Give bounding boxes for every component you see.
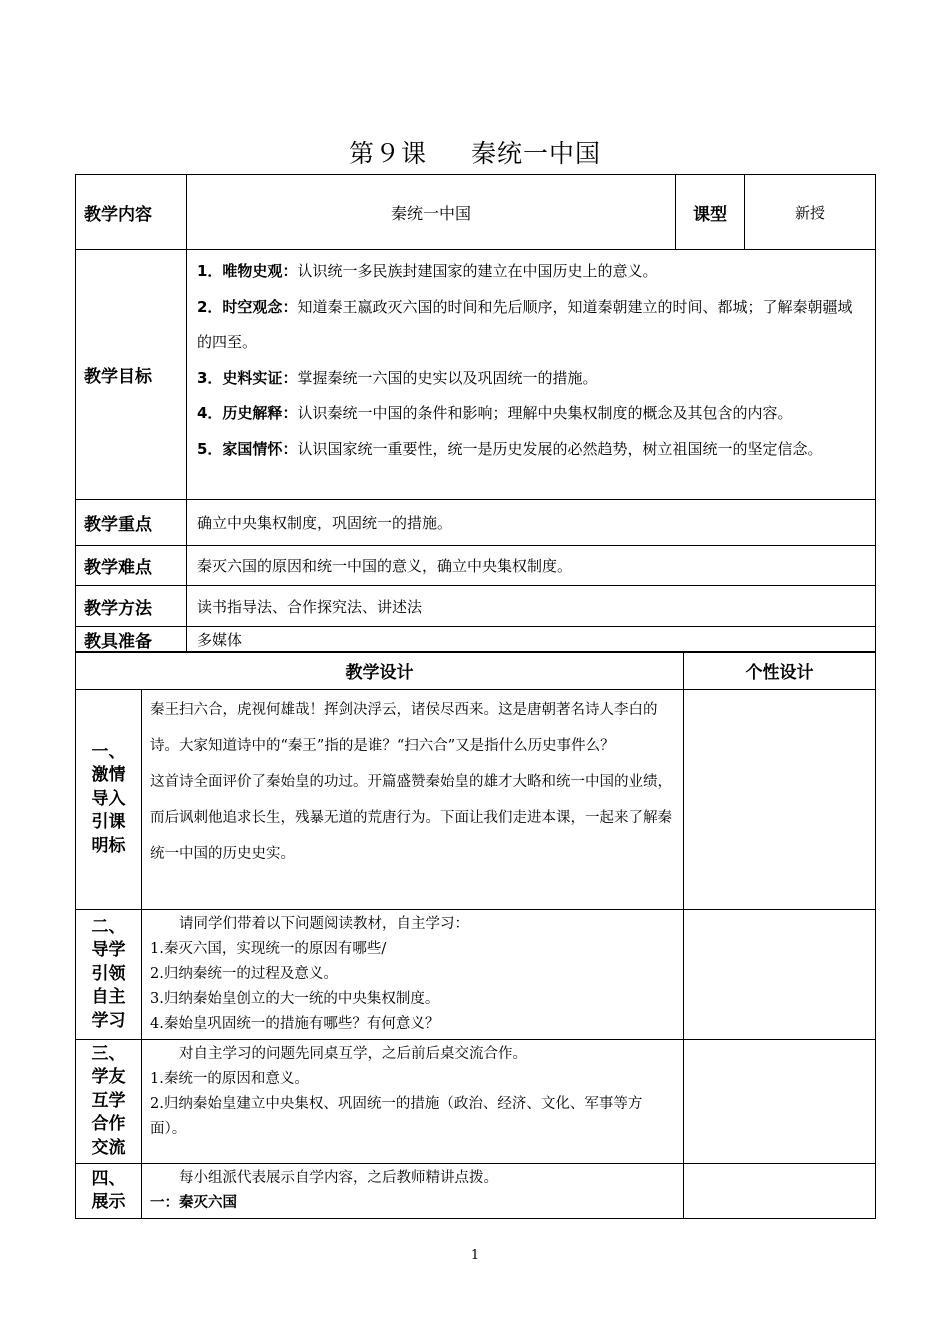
teaching-content-label: 教学内容 bbox=[76, 175, 187, 250]
section-content bbox=[142, 1040, 684, 1164]
design-header-row bbox=[76, 652, 876, 690]
list-item: 2.归纳秦统一的过程及意义。 bbox=[150, 966, 338, 982]
section-label: 二、 导学 引领 自主 学习 bbox=[76, 910, 142, 1040]
paragraph: 这首诗全面评价了秦始皇的功过。开篇盛赞秦始皇的雄才大略和统一中国的业绩，而后讽刺他追求长生，残暴无道的荒唐行为。下面让我们走进本课，一起来了解秦统一中国的历史史实。 bbox=[150, 774, 672, 862]
list-item: 1.秦灭六国，实现统一的原因有哪些/ bbox=[150, 941, 387, 957]
personal-design-cell bbox=[684, 690, 876, 910]
methods-value: 读书指导法、合作探究法、讲述法 bbox=[187, 586, 876, 627]
section-intro: 请同学们带着以下问题阅读教材，自主学习： bbox=[179, 916, 469, 932]
tools-row bbox=[76, 627, 876, 653]
page-number: 1 bbox=[470, 1248, 480, 1263]
section-label: 三、 学友 互学 合作 交流 bbox=[76, 1040, 142, 1164]
difficulties-row bbox=[76, 546, 876, 586]
objective-item: 4．历史解释：认识秦统一中国的条件和影响；理解中央集权制度的概念及其包含的内容。 bbox=[197, 404, 793, 422]
methods-label: 教学方法 bbox=[76, 586, 187, 627]
tools-value: 多媒体 bbox=[187, 627, 876, 653]
teaching-content-value: 秦统一中国 bbox=[187, 175, 676, 250]
section-intro: 对自主学习的问题先同桌互学，之后前后桌交流合作。 bbox=[179, 1046, 527, 1062]
objective-item: 1．唯物史观：认识统一多民族封建国家的建立在中国历史上的意义。 bbox=[197, 262, 658, 280]
objective-item: 3．史料实证：掌握秦统一六国的史实以及巩固统一的措施。 bbox=[197, 368, 598, 387]
section-content bbox=[142, 690, 684, 910]
personal-design-cell bbox=[684, 910, 876, 1040]
teaching-content-row bbox=[76, 175, 876, 250]
key-points-label: 教学重点 bbox=[76, 500, 187, 546]
difficulties-value: 秦灭六国的原因和统一中国的意义，确立中央集权制度。 bbox=[187, 546, 876, 586]
key-points-row bbox=[76, 500, 876, 546]
section-self-study-row bbox=[76, 910, 876, 1040]
subheading: 一：秦灭六国 bbox=[150, 1195, 237, 1211]
section-intro-row bbox=[76, 690, 876, 910]
section-cooperation-row bbox=[76, 1040, 876, 1164]
objective-item: 5．家国情怀：认识国家统一重要性，统一是历史发展的必然趋势，树立祖国统一的坚定信念。 bbox=[197, 439, 823, 458]
objectives-row bbox=[76, 250, 876, 500]
lesson-info-table bbox=[75, 174, 876, 653]
tools-label: 教具准备 bbox=[76, 627, 187, 653]
section-intro: 每小组派代表展示自学内容，之后教师精讲点拨。 bbox=[179, 1170, 498, 1186]
section-label: 一、 激情 导入 引课 明标 bbox=[76, 690, 142, 910]
list-item: 2.归纳秦始皇建立中央集权、巩固统一的措施（政治、经济、文化、军事等方面）。 bbox=[150, 1096, 643, 1137]
methods-row bbox=[76, 586, 876, 627]
lesson-type-value: 新授 bbox=[745, 175, 876, 250]
objectives-list bbox=[187, 250, 876, 500]
personal-design-header: 个性设计 bbox=[684, 652, 876, 690]
personal-design-cell bbox=[684, 1164, 876, 1219]
key-points-value: 确立中央集权制度，巩固统一的措施。 bbox=[187, 500, 876, 546]
difficulties-label: 教学难点 bbox=[76, 546, 187, 586]
section-label: 四、 展示 bbox=[76, 1164, 142, 1219]
objectives-label: 教学目标 bbox=[76, 250, 187, 500]
section-content bbox=[142, 910, 684, 1040]
design-header: 教学设计 bbox=[76, 652, 684, 690]
list-item: 3.归纳秦始皇创立的大一统的中央集权制度。 bbox=[150, 991, 440, 1007]
personal-design-cell bbox=[684, 1040, 876, 1164]
objective-item: 2．时空观念：知道秦王嬴政灭六国的时间和先后顺序，知道秦朝建立的时间、都城；了解秦朝疆域的四至。 bbox=[197, 297, 853, 351]
list-item: 1.秦统一的原因和意义。 bbox=[150, 1071, 309, 1087]
section-presentation-row bbox=[76, 1164, 876, 1219]
paragraph: 秦王扫六合，虎视何雄哉！挥剑决浮云，诸侯尽西来。这是唐朝著名诗人李白的诗。大家知道诗中的“秦王”指的是谁？“扫六合”又是指什么历史事件么？ bbox=[150, 702, 658, 754]
page-title bbox=[0, 134, 950, 170]
section-content bbox=[142, 1164, 684, 1219]
lesson-name: 秦统一中国 bbox=[471, 139, 602, 168]
lesson-number: 第９课 bbox=[348, 139, 427, 168]
lesson-type-label: 课型 bbox=[676, 175, 745, 250]
teaching-design-table bbox=[75, 651, 876, 1219]
list-item: 4.秦始皇巩固统一的措施有哪些？有何意义？ bbox=[150, 1016, 440, 1032]
